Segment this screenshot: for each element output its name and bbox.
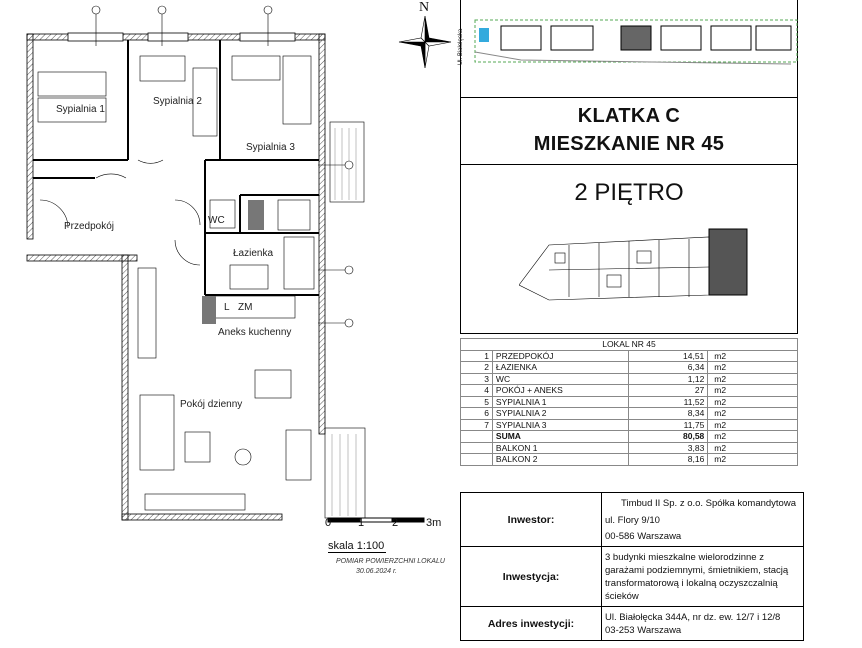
row-num: 2 <box>461 362 493 374</box>
inwestor-line: Timbud II Sp. z o.o. Spółka komandytowa <box>621 497 796 509</box>
row-value: 11,75 <box>629 419 708 431</box>
room-label-lazienka: Łazienka <box>233 248 274 259</box>
row-unit: m2 <box>708 385 798 397</box>
room-label-zm: ZM <box>238 302 253 313</box>
title-mieszkanie: MIESZKANIE NR 45 <box>533 133 725 155</box>
row-num: 1 <box>461 350 493 362</box>
row-num: 7 <box>461 419 493 431</box>
room-label-aneks: Aneks kuchenny <box>218 327 292 338</box>
table-row <box>461 419 798 431</box>
table-row <box>461 408 798 420</box>
room-label-sypialnia1: Sypialnia 1 <box>56 104 105 115</box>
title-box <box>460 97 798 165</box>
scale-mark-0: 0 <box>325 517 332 529</box>
row-unit: m2 <box>708 362 798 374</box>
row-value: 14,51 <box>629 350 708 362</box>
title-klatka: KLATKA C <box>577 105 681 127</box>
adres-value <box>602 607 804 641</box>
floor-key-plan <box>519 225 759 305</box>
room-label-pokoj: Pokój dzienny <box>180 399 243 410</box>
row-num: 4 <box>461 385 493 397</box>
row-unit: m2 <box>708 373 798 385</box>
row-num: 3 <box>461 373 493 385</box>
table-row <box>461 396 798 408</box>
info-table <box>460 492 804 641</box>
stamp-date: 30.06.2024 r. <box>356 568 397 575</box>
row-unit: m2 <box>708 350 798 362</box>
table-row <box>461 442 798 454</box>
row-unit: m2 <box>708 408 798 420</box>
scale-mark-1: 1 <box>358 517 365 529</box>
row-name: SYPIALNIA 2 <box>492 408 628 420</box>
sum-unit: m2 <box>708 431 798 443</box>
inwestycja-value: 3 budynki mieszkalne wielorodzinne z garażami podziemnymi, śmietnikiem, stacją transformatorową i lokalną oczyszczalnią ścieków <box>602 547 804 607</box>
row-value: 3,83 <box>629 442 708 454</box>
row-num: 5 <box>461 396 493 408</box>
row-value: 6,34 <box>629 362 708 374</box>
row-value: 8,34 <box>629 408 708 420</box>
sum-name: SUMA <box>492 431 628 443</box>
inwestor-line: 00-586 Warszawa <box>605 530 682 542</box>
room-label-sypialnia2: Sypialnia 2 <box>153 96 202 107</box>
table-row <box>461 350 798 362</box>
room-label-przedpokoj: Przedpokój <box>64 221 115 232</box>
row-name: PRZEDPOKÓJ <box>492 350 628 362</box>
floor-box <box>460 164 798 334</box>
row-unit: m2 <box>708 442 798 454</box>
row-value: 1,12 <box>629 373 708 385</box>
site-plan-box <box>460 0 798 98</box>
area-table-heading: LOKAL NR 45 <box>461 339 798 351</box>
inwestor-value <box>602 493 804 547</box>
scale-mark-3m: 3m <box>426 517 442 529</box>
row-name: BALKON 2 <box>492 454 628 466</box>
adres-line: Ul. Białołęcka 344A, nr dz. ew. 12/7 i 12/8 <box>605 611 781 623</box>
scale-mark-2: 2 <box>392 517 399 529</box>
row-value: 11,52 <box>629 396 708 408</box>
adres-line: 03-253 Warszawa <box>605 624 682 636</box>
scale-label: skala 1:100 <box>328 540 385 552</box>
area-table <box>460 338 798 466</box>
inwestor-label: Inwestor: <box>461 493 602 547</box>
room-label-sypialnia3: Sypialnia 3 <box>246 142 295 153</box>
row-num: 6 <box>461 408 493 420</box>
room-label-l: L <box>224 302 230 313</box>
row-value: 8,16 <box>629 454 708 466</box>
table-row-sum <box>461 431 798 443</box>
street-label: Ul. Białołęcka <box>458 28 465 66</box>
row-unit: m2 <box>708 419 798 431</box>
floor-label: 2 PIĘTRO <box>574 179 684 206</box>
row-value: 27 <box>629 385 708 397</box>
row-name: ŁAZIENKA <box>492 362 628 374</box>
inwestycja-label: Inwestycja: <box>461 547 602 607</box>
row-name: BALKON 1 <box>492 442 628 454</box>
table-row <box>461 373 798 385</box>
row-unit: m2 <box>708 454 798 466</box>
sum-value: 80,58 <box>629 431 708 443</box>
table-row <box>461 454 798 466</box>
row-name: SYPIALNIA 3 <box>492 419 628 431</box>
site-plan <box>461 0 799 98</box>
row-name: POKÓJ + ANEKS <box>492 385 628 397</box>
inwestor-line: ul. Flory 9/10 <box>605 514 660 526</box>
room-label-wc: WC <box>208 215 225 226</box>
floor-plan <box>0 0 460 560</box>
adres-label: Adres inwestycji: <box>461 607 602 641</box>
stamp-title: POMIAR POWIERZCHNI LOKALU <box>336 558 445 565</box>
table-row <box>461 362 798 374</box>
row-unit: m2 <box>708 396 798 408</box>
table-row <box>461 385 798 397</box>
row-name: SYPIALNIA 1 <box>492 396 628 408</box>
row-name: WC <box>492 373 628 385</box>
north-label: N <box>419 0 430 15</box>
